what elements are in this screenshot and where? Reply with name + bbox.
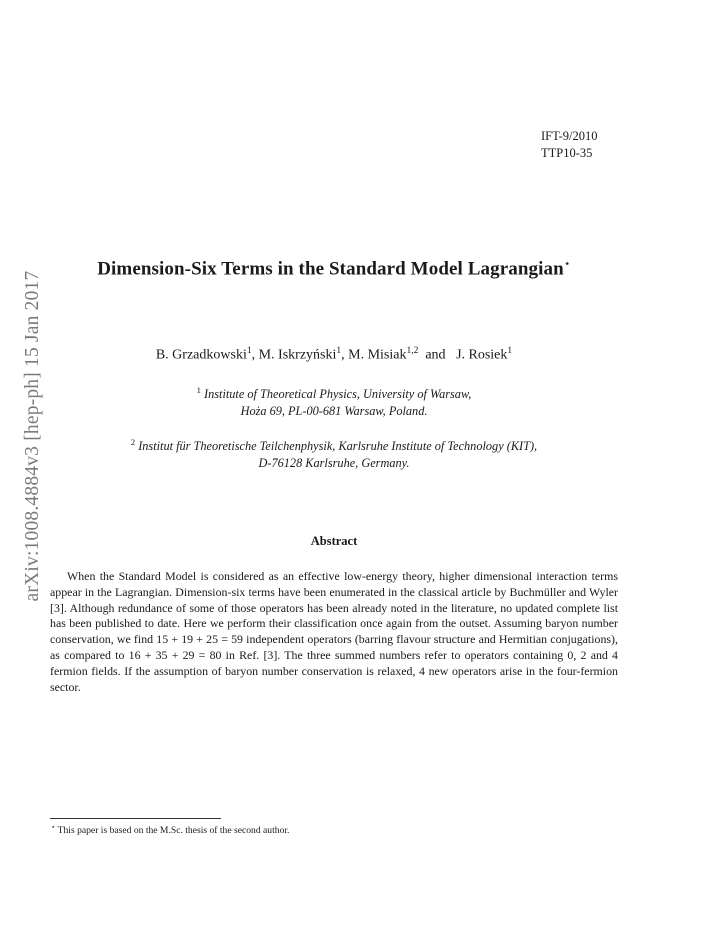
author-name: M. Misiak [348,347,407,363]
footnote-rule [50,818,221,819]
report-number: TTP10-35 [541,146,593,160]
author-separator: , [251,347,259,363]
author-affiliation-mark: 1 [507,346,513,356]
author-name: J. Rosiek [456,347,508,363]
affiliation-line: Institute of Theoretical Physics, University of Warsaw, [204,387,472,402]
affiliation-line: Institut für Theoretische Teilchenphysik, Karlsruhe Institute of Technology (KIT), [138,439,538,454]
abstract-heading: Abstract [310,534,358,548]
author-name: B. Grzadkowski [155,347,247,363]
author-separator: , [341,347,349,363]
abstract-text: When the Standard Model is considered as an effective low-energy theory, higher dimensional interaction terms appear in the Lagrangian. Dimension-six terms have been enumerated in the classical article by Buchmüller and Wyler [3]. Although redundance of some of those operators has been already noted in the literature, no updated complete list has been published to date. Here we perform their classification once again from the outset. Assuming baryon number conservation, we find 15 + 19 + 25 = 59 independent operators (barring flavour structure and Hermitian conjugations), as compared to 16 + 35 + 29 = 80 in Ref. [3]. The three summed numbers refer to operators containing 0, 2 and 4 fermion fields. If the assumption of baryon number conservation is relaxed, 4 new operators arise in the four-fermion sector. [50,569,618,694]
affiliation-mark: 2 [130,437,136,447]
arxiv-identifier: arXiv:1008.4884v3 [hep-ph] 15 Jan 2017 [22,270,43,602]
title-text: Dimension-Six Terms in the Standard Model Lagrangian [97,258,564,280]
author-affiliation-mark: 1,2 [406,346,419,356]
footnote-text: This paper is based on the M.Sc. thesis of the second author. [57,825,290,837]
author-affiliation-mark: 1 [336,346,342,356]
affiliation-line: Hoża 69, PL-00-681 Warsaw, Poland. [240,404,428,419]
report-number: IFT-9/2010 [541,129,598,143]
title-footnote-mark: ⋆ [563,258,571,270]
author-list [0,346,694,364]
report-numbers [541,128,598,162]
author-name: M. Iskrzyński [258,347,337,363]
affiliation-line: D-76128 Karlsruhe, Germany. [258,456,410,471]
author-affiliation-mark: 1 [246,346,252,356]
footnote [51,823,289,836]
affiliation-mark: 1 [196,385,201,395]
affiliation-1 [0,382,694,420]
footnote-mark: ⋆ [51,823,56,831]
author-separator: and [418,347,453,363]
affiliation-2 [0,434,694,472]
paper-title [0,257,694,280]
